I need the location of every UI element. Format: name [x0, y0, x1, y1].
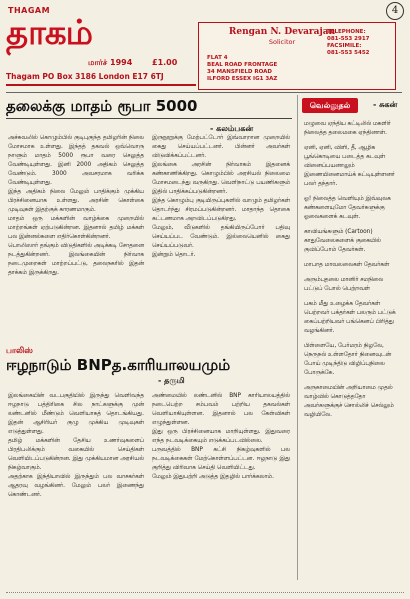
- article1-headline: தலைக்கு மாதம் ரூபா 5000: [6, 97, 198, 115]
- sidebar-title: வெல்லுதல்: [302, 98, 358, 113]
- masthead-top-label: THAGAM: [8, 6, 51, 15]
- paragraph: இந்த அதிகம் நிலை மேலும் பாதிக்கும் முக்கிய பிரச்சினையாக உள்ளது. அரசின் கொள்கை முடிவுகள் இதற்குக் காரணமாகும்.: [8, 189, 144, 213]
- article2-column-2: [152, 392, 290, 482]
- paragraph: அச்சுவலில் கொழும்பில் குடிபுகுந்த தமிழரின் நிலை மோசமாக உள்ளது. இந்தத் தகவல் ஒவ்வொரு நாளும் மாதம் 5000 ரூபா வரை செலுத்த வேண்டியுள்ளது. இனி 2000 அதிகம் செலுத்த வேண்டும். 3000 அவசரமாக வரிக்க வேண்டியுள்ளது.: [8, 135, 144, 186]
- issue-date: மார்ச் 1994: [88, 58, 133, 67]
- contact-line: 081-553 5452: [327, 50, 370, 56]
- paragraph: மேலும் இதுபற்றி அடுத்த இதழில் பார்க்கலாம்.: [152, 474, 274, 480]
- address-line: FLAT 4: [207, 55, 228, 61]
- address-line: BEAL ROAD FRONTAGE: [207, 62, 278, 68]
- article2-column-1: [8, 392, 144, 500]
- advert-address: [207, 55, 277, 83]
- advert-name: Rengan N. Devarajan: [228, 27, 336, 37]
- paragraph: மேலும், வீடுகளில் தங்கியிருப்போர் பதிவு செய்யப்பட வேண்டும். இல்லையெனில் கைது செய்யப்படுவர்.: [152, 225, 290, 249]
- poem-stanza: அரும்புதலை மானிர் சமநிலை பட்டுப் போல் பெற்றவள்: [304, 277, 384, 292]
- paragraph: பொலிஸார் தங்கும் விடுதிகளில் அடிக்கடி சோதனை நடத்துகின்றனர். இலங்கையின் நிர்வாக நடைமுறைகள் மாற்றப்பட்டு, தலைநகரில் இதன் தாக்கம் இருக்கிறது.: [8, 243, 144, 276]
- poem-stanza: அருகாமையின் அறியாமை முதல் வாழ்வில் கொடுத்ததோ அவர்களுக்குச் சொல்லிச் செல்லும் வழியிலே.: [304, 385, 394, 418]
- poem-stanza: பிள்ளையே, பேர்மரம் நிழலே, நெருநல் உள்ளதோர் நினைவுடன் போய் முடிந்திடு விழிப்புநிலை போருக்கே.: [304, 343, 392, 376]
- contact-line: 081-553 2917: [327, 36, 370, 42]
- headline-underline: [6, 118, 292, 119]
- paragraph: இலங்கை அரசின் நிர்வாகம் இதனைக் கண்காணிக்கிறது. கொழும்பில் அரசியல் நிலைமை மோசமடைந்து வருகிறது. வெளிநாட்டு பயணிகளும் இதில் பாதிக்கப்படுகின்றனர்.: [152, 162, 290, 195]
- address-line: ILFORD ESSEX IG1 3AZ: [207, 76, 278, 82]
- article2-headline: ஈழநாடும் BNPத.காரியாலயமும்: [6, 356, 231, 374]
- poem-stanza: காவியங்களும் (Cartoon) காதுவேலைகளைக் குகையில் குவிப்போம் தேவர்கள்.: [304, 229, 381, 253]
- poem-stanza: மழுவை ஏந்திய கட்டிலில் மகளிர் நிலைத்த தலைமகை ஏந்தினாள்.: [304, 121, 391, 136]
- address-line: 34 MANSFIELD ROAD: [207, 69, 272, 75]
- article2-byline: - தருமி: [158, 376, 185, 385]
- poem-stanza: மாபாத மாவலலைகள் தேவர்கள்: [304, 262, 390, 268]
- solicitor-advert: [198, 22, 396, 90]
- article1-byline: - கலம்பகன்: [210, 124, 254, 133]
- advert-contact: [327, 29, 369, 57]
- poem-stanza: ஏனி, ஏனி, விளி, தீ, ஆழிக பூங்கொடியை படைத்த கடவுள் வினைப்பயனாலும் இணையினைமாய்க் கட்டியுள்ளனர் பலர் தந்தார்.: [304, 145, 395, 187]
- paragraph: இன்றும் தொடர்.: [152, 252, 196, 258]
- page-number: 4: [386, 2, 404, 20]
- poem-stanza: ஓ! நிலைத்த வெளியும் இவ்வுலக கண்களையுமோ தேவர்களுக்கு ஓலைகளைக் கடவுள்.: [304, 196, 391, 220]
- paragraph: இந்த கொழும்பு குடியிருப்புகளில் வாழும் தமிழர்கள் தொடர்ந்து சிரமப்படுகின்றனர். மாதாந்த தொகை கட்டணமாக அறவிடப்படுகிறது.: [152, 198, 290, 222]
- paragraph: அண்மையில் லண்டனில் BNP காரியாலயத்தில் நடைபெற்ற சம்பவம் பற்றிய தகவல்கள் வெளியாகியுள்ளன. இதனால் பல கேள்விகள் எழுந்துள்ளன.: [152, 393, 290, 426]
- paragraph: இது ஒரு பிரச்சினையாக மாறியுள்ளது. இதுவரை எந்த நடவடிக்கையும் எடுக்கப்படவில்லை.: [152, 429, 290, 444]
- contact-line: FACSIMILE:: [327, 43, 362, 49]
- masthead-info-line: Thagam PO Box 3186 London E17 6TJ: [6, 72, 164, 81]
- sidebar-byline: - சுகன்: [373, 100, 398, 109]
- header-divider: [6, 92, 402, 93]
- paragraph: இருநூறுக்கு மேற்பட்டோர் இவ்வாறான முறையில் கைது செய்யப்பட்டனர். பின்னர் அவர்கள் விடுவிக்கப்பட்டனர்.: [152, 135, 290, 159]
- sidebar-poem: [304, 120, 398, 426]
- advert-role: Solicitor: [268, 38, 296, 46]
- masthead-divider: [6, 84, 196, 86]
- masthead-title: தாகம்: [6, 13, 93, 53]
- paragraph: மாதம் ஒரு மக்களின் வாழ்க்கை முறையில் மாற்றங்கள் ஏற்படுகின்றன. இதனால் தமிழ் மக்கள் பல இன்னல்களை எதிர்கொள்கின்றனர்.: [8, 216, 144, 240]
- paragraph: பருவத்தில் BNP கட்சி நிகழ்வுகளில் பல நடவடிக்கைகள் மேற்கொள்ளப்பட்டன. ஈழநாடு இது குறித்து விரிவாக செய்தி வெளியிட்டது.: [152, 447, 290, 471]
- paragraph: இலங்கையின் வடபகுதியில் இருந்து வெளிவந்த ஈழநாடு பத்திரிகை சில நாட்களுக்கு முன் லண்டனில் மீண்டும் வெளியாகத் தொடங்கியது. இதன் ஆசிரியர் குழு முக்கிய முடிவுகள் எடுத்துள்ளது.: [8, 393, 144, 435]
- footer-divider: [6, 592, 404, 593]
- paragraph: அதற்காக இந்தியாவில் இருந்தும் பல வாசகர்கள் ஆதரவு வழங்கினர். மேலும் பலர் இணைந்து கொண்டனர்.: [8, 474, 144, 498]
- article2-section-label: பாலிஸ்: [6, 346, 33, 355]
- article1-column-2: [152, 134, 290, 260]
- issue-price: £1.00: [152, 58, 178, 67]
- article1-column-1: [8, 134, 144, 278]
- contact-line: TELEPHONE:: [327, 29, 366, 35]
- poem-stanza: பகம் மீது உழைக்க தேவர்கள் பெற்றவர் பக்தர்கள் பலரும் பட்டுக் கைப்பற்றியவர் பங்கெனப் பிரித்து வழங்கினர்.: [304, 301, 396, 334]
- paragraph: தமிழ் மக்களின் தேசிய உணர்வுகளைப் பிரதிபலிக்கும் வகையில் செய்திகள் வெளியிடப்படுகின்றன. இது முக்கியமான அரசியல் நிகழ்வாகும்.: [8, 438, 144, 471]
